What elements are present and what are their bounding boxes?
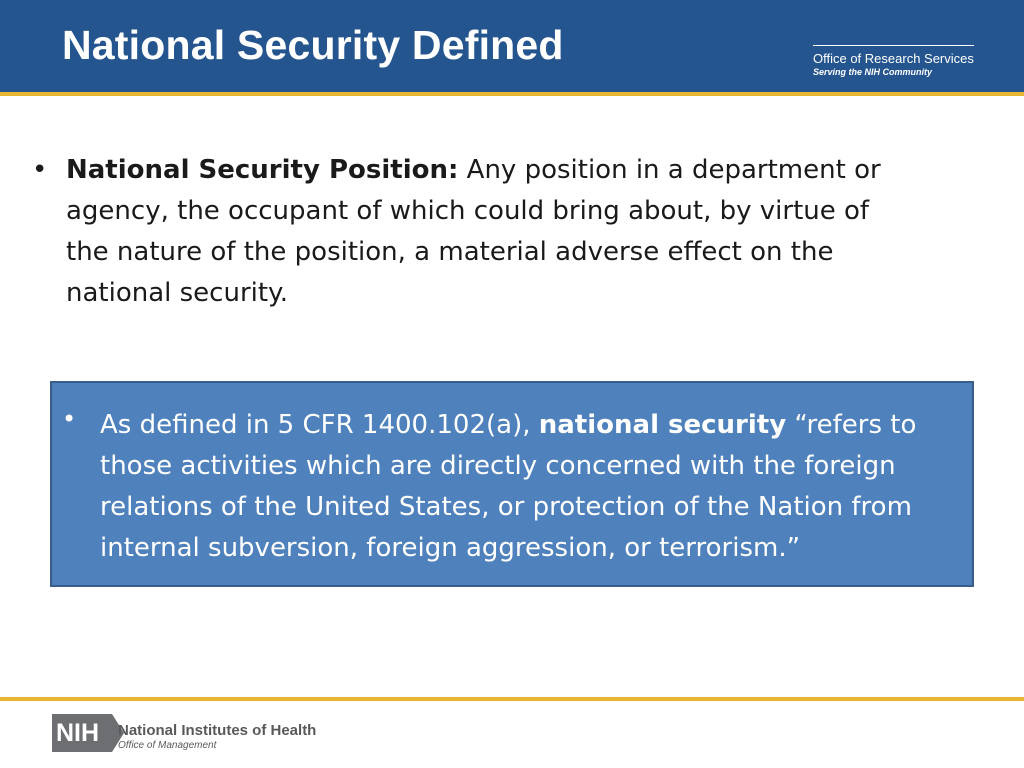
ors-tagline: Serving the NIH Community [813, 67, 933, 77]
bullet-icon: • [62, 405, 77, 433]
nih-institute-name: National Institutes of Health [118, 722, 317, 739]
bullet-text: Any position in a department or agency, the occupant of which could bring about, by virtue of the nature of the position, a material adverse effect on the national security. [66, 155, 881, 308]
callout-prefix: As defined in 5 CFR 1400.102(a), [100, 410, 539, 440]
header-divider [0, 92, 1024, 96]
bullet-term: National Security Position: [66, 155, 459, 185]
footer-divider [0, 697, 1024, 701]
main-bullet [32, 150, 912, 314]
nih-office-name: Office of Management [118, 740, 217, 751]
callout-text [100, 405, 960, 569]
slide-title: National Security Defined [62, 22, 564, 68]
definition-callout [50, 381, 974, 587]
callout-body: “refers to those activities which are directly concerned with the foreign relations of the United States, or protection of the Nation from internal subversion, foreign aggression, or terrorism.” [100, 410, 917, 563]
ors-logo [813, 45, 974, 78]
nih-logo: NIH [52, 714, 112, 752]
slide-header [0, 0, 1024, 92]
callout-term: national security [538, 410, 787, 440]
bullet-icon: • [32, 155, 48, 185]
ors-name: Office of Research Services [813, 51, 974, 66]
